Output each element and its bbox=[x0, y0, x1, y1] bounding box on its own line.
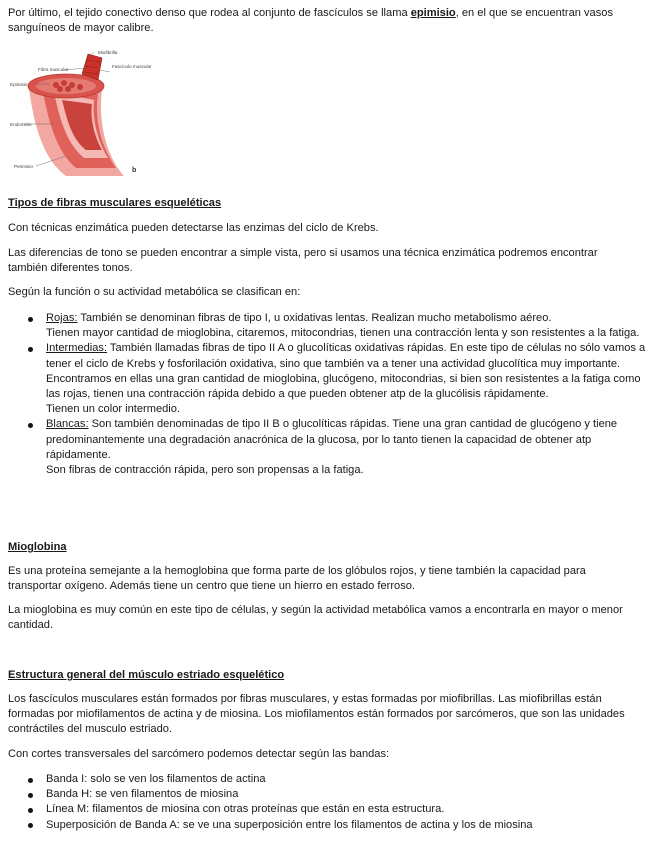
heading-mioglobina: Mioglobina bbox=[8, 541, 67, 553]
list-item: Banda I: solo se ven los filamentos de actina bbox=[26, 772, 646, 787]
label-epimisio: Epimisio bbox=[10, 82, 28, 87]
item-extra: Tienen un color intermedio. bbox=[46, 403, 181, 416]
item-term: Blancas: bbox=[46, 418, 89, 431]
list-item bbox=[26, 341, 646, 417]
estructura-paragraph-2: Con cortes transversales del sarcómero podemos detectar según las bandas: bbox=[8, 748, 390, 760]
heading-estructura: Estructura general del músculo estriado esquelético bbox=[8, 669, 285, 681]
list-item bbox=[26, 311, 646, 341]
item-term: Intermedias: bbox=[46, 342, 108, 355]
list-item bbox=[26, 417, 646, 478]
fiber-types-list bbox=[26, 311, 646, 478]
intro-text: Por último, el tejido conectivo denso que rodea al conjunto de fascículos se llama bbox=[8, 7, 411, 19]
list-item: Banda H: se ven filamentos de miosina bbox=[26, 787, 646, 802]
item-extra: Son fibras de contracción rápida, pero son propensas a la fatiga. bbox=[46, 464, 364, 477]
item-text: También llamadas fibras de tipo II A o glucolíticas oxidativas rápidas. En este tipo de células no sólo vamos a tener el ciclo de Krebs y fosforilación oxidativa, sino que también va a tener una actividad glucolítica muy importante. Encontramos en ellas una gran cantidad de mioglobina, glucógeno, mitocondrias, si bien son resistentes a la fatiga como las rojas, tienen una contracción rápida debido a que pueden obtener atp de la glucólisis rápidamente. bbox=[46, 342, 646, 401]
item-text: También se denominan fibras de tipo I, u oxidativas lentas. Realizan mucho metabolismo aéreo. bbox=[77, 312, 552, 324]
list-item: Superposición de Banda A: se ve una superposición entre los filamentos de actina y los de miosina bbox=[26, 818, 646, 833]
mioglobina-paragraph-1: Es una proteína semejante a la hemoglobina que forma parte de los glóbulos rojos, y tiene también la capacidad para transportar oxígeno. Además tiene un centro que tiene un hierro en estado ferroso. bbox=[8, 565, 586, 593]
label-fibra-muscular: Fibra muscular bbox=[38, 67, 69, 72]
mioglobina-paragraph-2: La mioglobina es muy común en este tipo de células, y según la actividad metabólica vamos a encontrarla en mayor o menor cantidad. bbox=[8, 604, 623, 632]
tipos-paragraph-3: Según la función o su actividad metabólica se clasifican en: bbox=[8, 286, 301, 298]
intro-paragraph bbox=[8, 6, 640, 36]
label-fasciculo: Fascículo muscular bbox=[112, 64, 152, 69]
item-extra: Tienen mayor cantidad de mioglobina, citaremos, mitocondrias, tienen una contracción lenta y son resistentes a la fatiga. bbox=[46, 327, 640, 340]
intro-text-end: , en el que se encuentran vasos sanguíneos de mayor calibre. bbox=[8, 7, 613, 35]
item-term: Rojas: bbox=[46, 312, 78, 324]
tipos-paragraph-1: Con técnicas enzimática pueden detectarse las enzimas del ciclo de Krebs. bbox=[8, 222, 379, 234]
label-miofibrilla: Miofibrilla bbox=[98, 50, 118, 55]
estructura-paragraph-1: Los fascículos musculares están formados por fibras musculares, y estas formadas por miofibrillas. Las miofibrillas están formadas por miofilamentos de actina y de miosina. Los miofilamentos están formados por sarcómeros, que son las unidades contráctiles del musculo estriado. bbox=[8, 693, 625, 736]
label-panel: b bbox=[132, 167, 137, 174]
label-endomisio: Endomisio bbox=[10, 122, 32, 127]
label-perimisio: Perimisio bbox=[14, 164, 33, 169]
term-epimisio: epimisio bbox=[410, 7, 456, 19]
heading-tipos: Tipos de fibras musculares esqueléticas bbox=[8, 197, 222, 209]
list-item: Línea M: filamentos de miosina con otras proteínas que están en esta estructura. bbox=[26, 802, 646, 817]
tipos-paragraph-2: Las diferencias de tono se pueden encontrar a simple vista, pero si usamos una técnica enzimática podremos encontrar también diferentes tonos. bbox=[8, 247, 598, 275]
item-text: Son también denominadas de tipo II B o glucolíticas rápidas. Tiene una gran cantidad de glucógeno y tiene predominantemente una degradación anacrónica de la glucosa, por lo tanto tienen la capacidad de obtener atp rápidamente. bbox=[46, 418, 618, 461]
muscle-structure-figure bbox=[6, 44, 156, 188]
bands-list bbox=[26, 772, 646, 833]
